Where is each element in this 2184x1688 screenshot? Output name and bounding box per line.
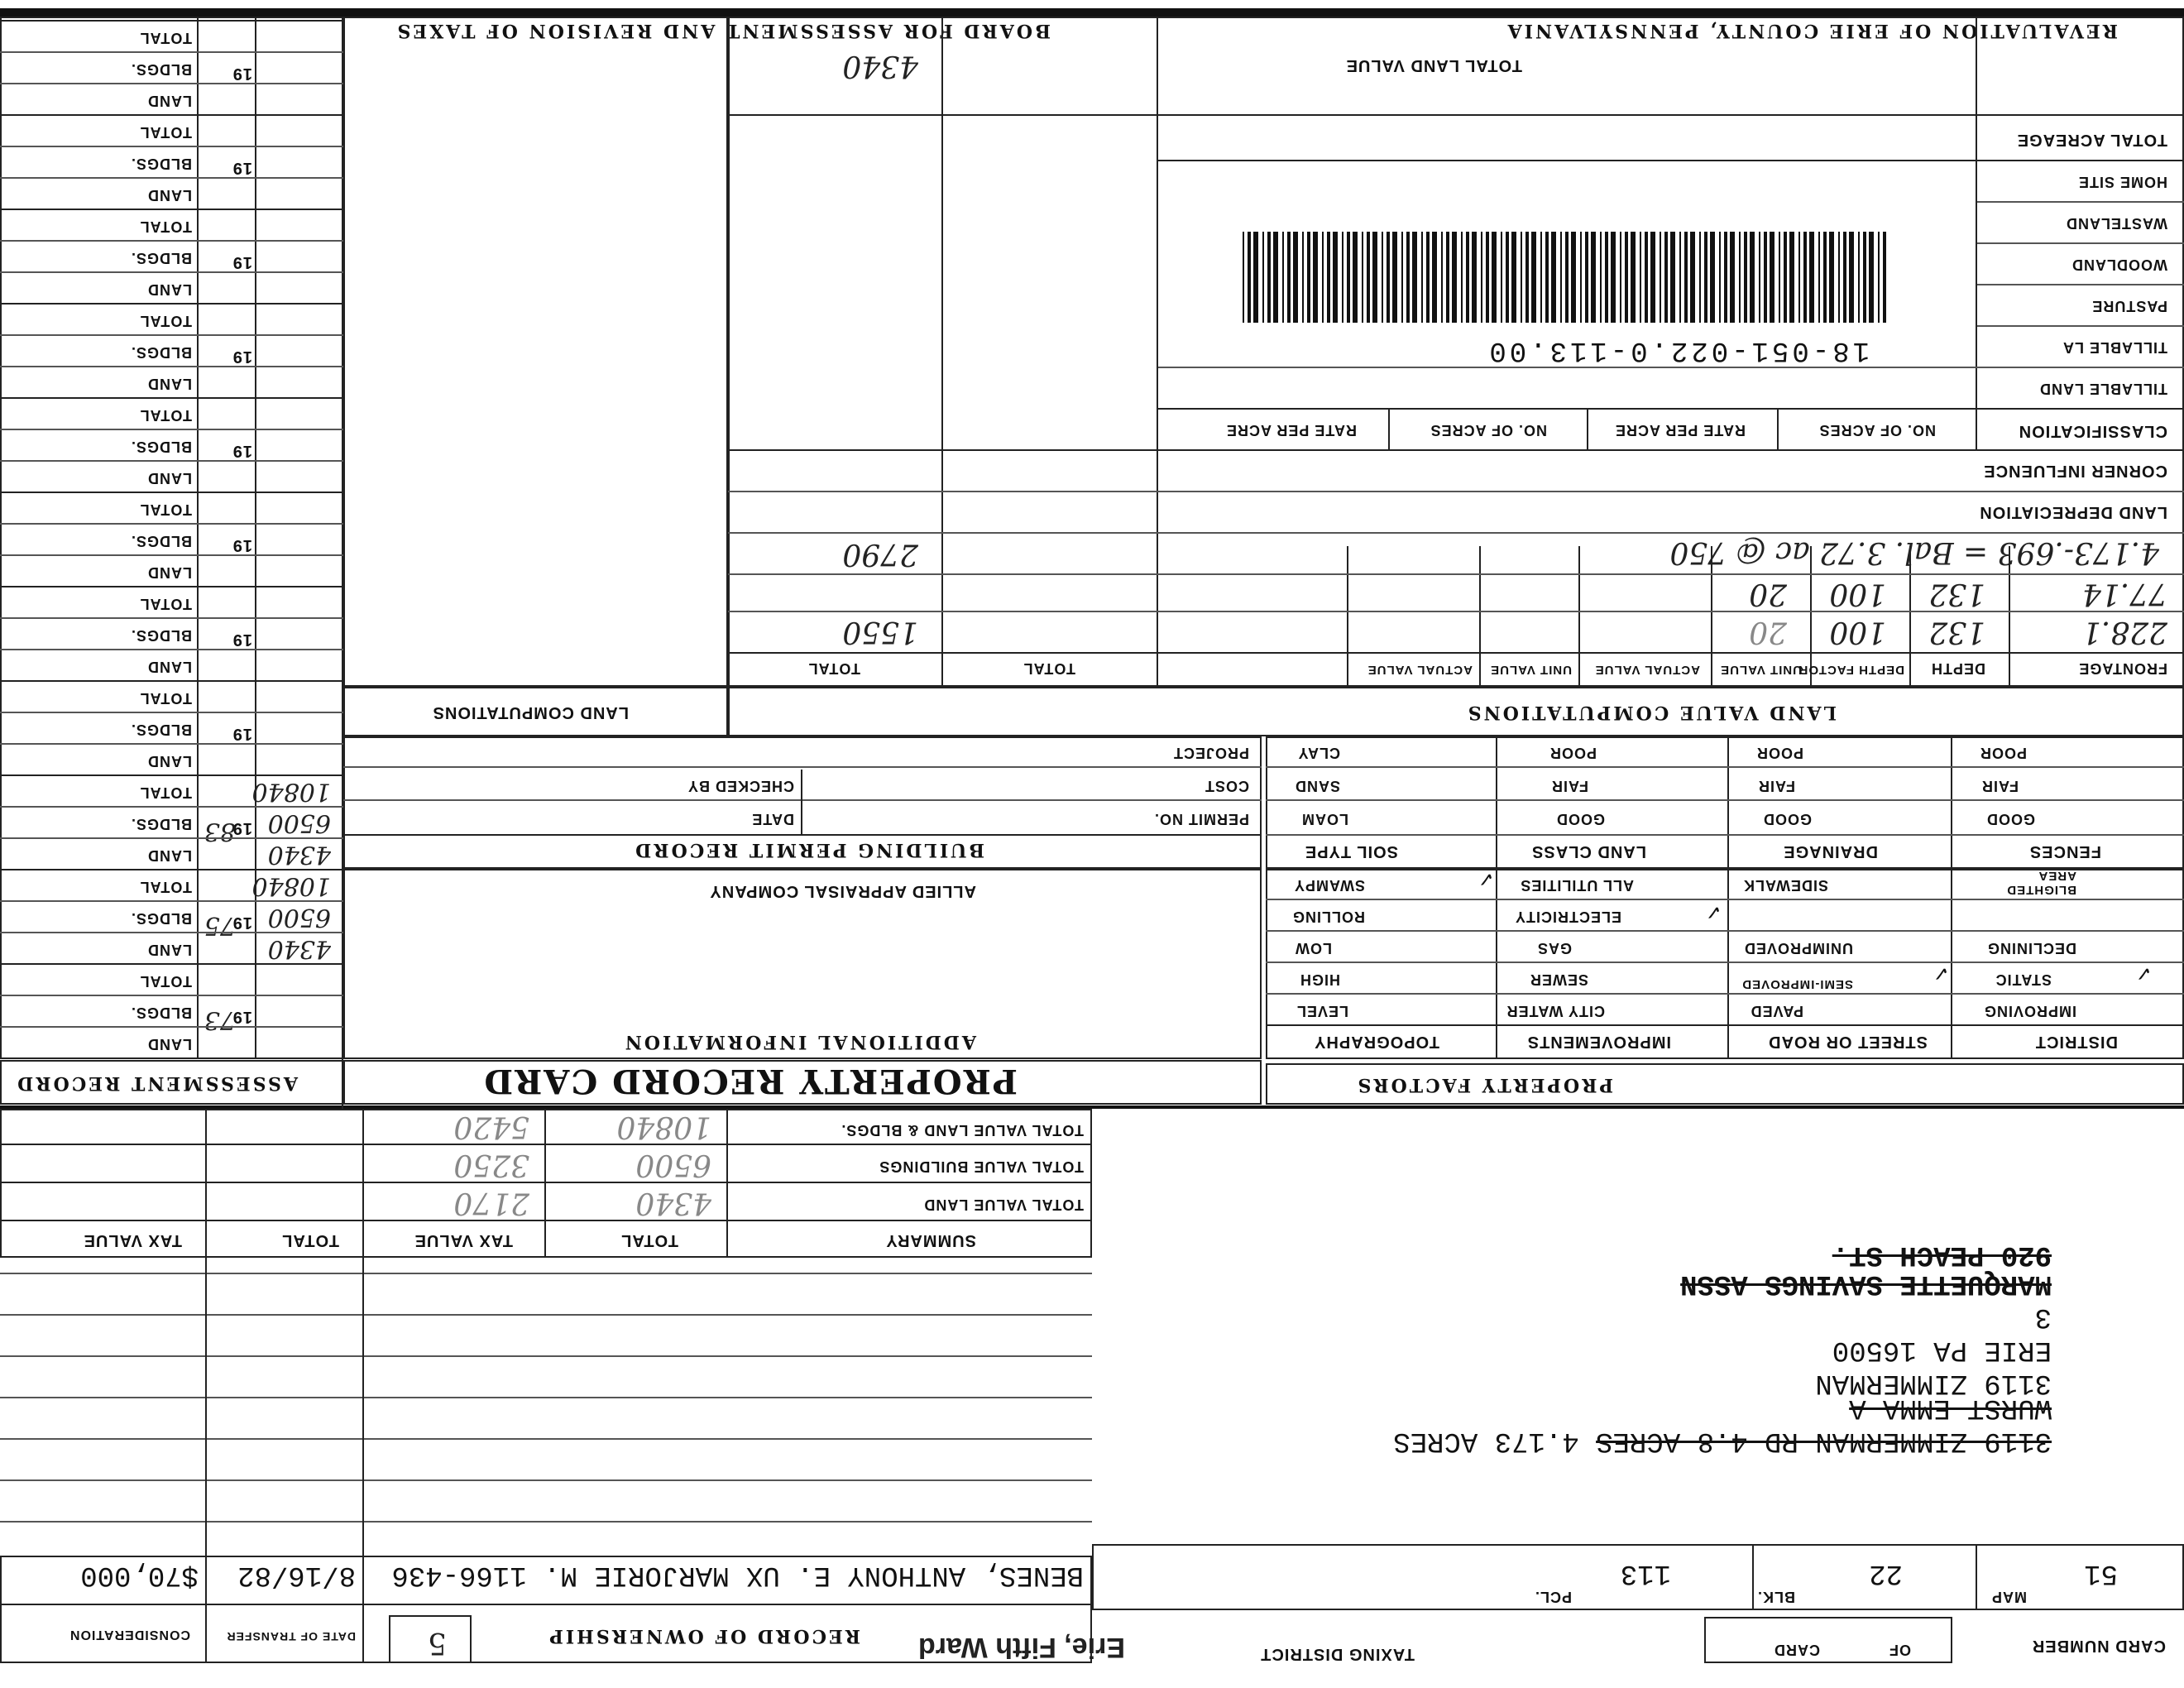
barcode-text: 18-051-022.0-113.00 [1486,334,1870,366]
class-woodland: WOODLAND [2071,257,2167,273]
district-blighted: BLIGHTED AREA [2006,869,2076,897]
col-frontage: FRONTAGE [2078,660,2167,677]
assessment-value: 10840 [251,871,331,900]
of-label: OF [1889,1642,1911,1658]
pcl-label: PCL. [1534,1589,1572,1605]
assessment-row-label: TOTAL [139,973,192,990]
class-home-site: HOME SITE [2077,174,2167,190]
col-actual-value: ACTUAL VALUE [1594,663,1700,677]
checked-by-label: CHECKED BY [687,778,794,794]
street-label: STREET OR ROAD [1768,1033,1928,1051]
street-unimproved: UNIMPROVED [1743,940,1853,957]
soil-loam: LOAM [1301,811,1348,827]
assessment-row-label: TOTAL [139,124,192,141]
summary-title: SUMMARY [885,1231,976,1249]
district-label: DISTRICT [2034,1033,2118,1051]
assessment-row-label: BLDGS. [130,61,192,78]
class-pasture: PASTURE [2091,298,2167,314]
owner-line-1: 3119 ZIMMERMAN [1815,1367,2052,1398]
assessment-row-label: LAND [147,847,192,864]
barcode [1241,232,1886,323]
grade-poor: POOR [1979,745,2027,761]
row1-frontage: 228.1 [2081,615,2167,649]
acreage-note: 4.173-.693 = Bal. 3.72 ac @ 750 [1669,535,2159,569]
row1-depth: 132 [1928,615,1985,649]
year-prefix: 19 [232,348,252,366]
assessment-row-label: TOTAL [139,784,192,801]
summary-row-label: TOTAL VALUE LAND [923,1196,1084,1213]
col-unit-value: UNIT VALUE [1720,663,1802,677]
grade-fair: FAIR [1757,778,1795,794]
assessment-row-label: LAND [147,376,192,392]
topo-rolling: ROLLING [1292,909,1365,925]
utilities-check: ✓ [1479,865,1493,890]
summary-tax-label: TAX VALUE [414,1231,513,1249]
row1-total: 1550 [842,615,918,649]
grade-poor: POOR [1755,745,1803,761]
year-prefix: 19 [232,631,252,649]
assessment-value: 4340 [267,840,331,869]
assessment-row-label: BLDGS. [130,250,192,266]
summary-row-total: 6500 [635,1148,711,1182]
col-total-2: TOTAL [807,660,860,677]
card-number-label: CARD NUMBER [2031,1637,2166,1655]
street-sidewalk: SIDEWALK [1742,877,1828,894]
summary-row-total: 4340 [635,1186,711,1220]
row2-factor: 100 [1829,577,1886,611]
assessment-value: 4340 [267,934,331,963]
drainage-label: DRAINAGE [1783,842,1878,861]
topo-swampy: SWAMPY [1293,877,1365,894]
summary-row-tax: 3250 [453,1148,529,1182]
assessment-row-label: BLDGS. [130,627,192,644]
summary-row-label: TOTAL VALUE BUILDINGS [879,1158,1084,1175]
blk-label: BLK. [1757,1589,1795,1605]
project-label: PROJECT [1172,745,1249,761]
assessment-row-label: LAND [147,942,192,958]
class-total-acreage: TOTAL ACREAGE [2016,131,2167,149]
topography-label: TOPOGRAPHY [1314,1033,1439,1051]
year-prefix: 19 [232,725,252,743]
old-owner: WURST EMMA A [1849,1392,2052,1423]
revaluation-title: REVALUATION OF ERIE COUNTY, PENNSYLVANIA [1505,20,2118,41]
assessment-value: 10840 [251,777,331,806]
assessment-row-label: BLDGS. [130,1005,192,1021]
card-label: CARD [1774,1642,1820,1658]
assessment-row-label: LAND [147,753,192,770]
grade-good: GOOD [1985,811,2035,827]
assessment-row-label: LAND [147,281,192,298]
assessment-row-label: BLDGS. [130,722,192,738]
assessment-row-label: TOTAL [139,407,192,424]
date-of-transfer-label: DATE OF TRANSFER [226,1630,356,1643]
row1-factor: 100 [1829,615,1886,649]
year-prefix: 19 [232,819,252,837]
assessment-row-label: LAND [147,187,192,204]
impr-water: CITY WATER [1506,1003,1605,1019]
impr-gas: GAS [1536,940,1572,957]
district-improving: IMPROVING [1983,1003,2076,1019]
row2-depth: 132 [1928,577,1985,611]
taxing-district-label: TAXING DISTRICT [1260,1645,1415,1663]
impr-sewer: SEWER [1529,971,1588,988]
assessment-row-label: BLDGS. [130,910,192,927]
street-paved: PAVED [1750,1003,1803,1019]
semi-improved-check: ✓ [1934,959,1948,985]
col-depth: DEPTH [1930,660,1985,677]
owner-line-2: ERIE PA 16500 [1832,1334,2052,1365]
land-value-title: LAND VALUE COMPUTATIONS [1465,702,1837,723]
acres-col-2: NO. OF ACRES [1430,422,1547,439]
class-tillable: TILLABLE LAND [2039,381,2167,397]
fences-label: FENCES [2028,842,2101,861]
col-depth-factor: DEPTH FACTOR [1798,663,1904,677]
grade-good: GOOD [1555,811,1605,827]
assessment-value: 6500 [267,903,331,932]
soil-type-label: SOIL TYPE [1304,842,1398,861]
rate-col-2: RATE PER ACRE [1225,422,1357,439]
pcl-value: 113 [1620,1557,1671,1589]
number-mark: 3 [2034,1301,2052,1332]
assessment-record-title: ASSESSMENT RECORD [15,1072,298,1094]
assessment-row-label: TOTAL [139,501,192,518]
static-check: ✓ [2137,959,2151,985]
rate-col: RATE PER ACRE [1614,422,1746,439]
property-address: 3119 ZIMMERMAN RD 4.8 ACRES 4.173 ACRES [1393,1425,2052,1456]
year-prefix: 19 [232,442,252,460]
row2-frontage: 77.14 [2081,577,2167,611]
summary-row-tax: 5420 [453,1110,529,1144]
year-prefix: 19 [232,914,252,932]
additional-title: ADDITIONAL INFORMATION [622,1031,976,1053]
assessment-row-label: TOTAL [139,690,192,707]
assessment-year: 83 [204,817,236,846]
row2-total: 2790 [842,537,918,571]
assessment-row-label: TOTAL [139,879,192,895]
district-static: STATIC [1995,971,2052,988]
land-depreciation-label: LAND DEPRECIATION [1979,503,2167,521]
impr-utilities: ALL UTILITIES [1520,877,1634,894]
summary-row-label: TOTAL VALUE LAND & BLDGS. [841,1122,1084,1139]
ownership-date: 8/16/82 [237,1559,356,1590]
electricity-check: ✓ [1707,898,1721,923]
col-total: TOTAL [1023,660,1075,677]
assessment-row-label: LAND [147,659,192,675]
year-prefix: 19 [232,536,252,554]
assessment-row-label: TOTAL [139,30,192,46]
grade-fair: FAIR [1550,778,1588,794]
assessment-row-label: BLDGS. [130,816,192,832]
property-factors-grid [1266,869,2184,1059]
soil-sand: SAND [1294,778,1340,794]
assessment-row-label: TOTAL [139,313,192,329]
acres-col: NO. OF ACRES [1818,422,1936,439]
card-of-box [1704,1617,1952,1663]
soil-clay: CLAY [1297,745,1340,761]
map-label: MAP [1991,1589,2027,1605]
year-prefix: 19 [232,253,252,271]
summary-row-tax: 2170 [453,1186,529,1220]
summary-row-total: 10840 [616,1110,711,1144]
assessment-row-label: BLDGS. [130,439,192,455]
district-box-value: 5 [428,1626,447,1660]
assessment-row-label: TOTAL [139,596,192,612]
year-prefix: 19 [232,1008,252,1026]
year-prefix: 19 [232,65,252,83]
row2-unit: 20 [1749,577,1787,611]
assessment-row-label: BLDGS. [130,533,192,549]
ownership-name: BENES, ANTHONY E. UX MARJORIE M. 1166-436 [391,1559,1084,1590]
permit-cost-label: COST [1204,778,1249,794]
land-computations-box [343,17,728,687]
summary-tax-label-2: TAX VALUE [83,1231,182,1249]
ownership-title: RECORD OF OWNERSHIP [547,1625,860,1647]
assessment-row-label: LAND [147,1036,192,1053]
assessment-row-label: TOTAL [139,218,192,235]
total-land-value-label: TOTAL LAND VALUE [1345,56,1522,74]
assessment-row-label: BLDGS. [130,156,192,172]
topo-low: LOW [1295,940,1332,957]
district-declining: DECLINING [1987,940,2076,957]
class-wasteland: WASTELAND [2066,215,2167,232]
consideration-label: CONSIDERATION [69,1628,190,1642]
property-record-card-title: PROPERTY RECORD CARD [482,1062,1018,1101]
impr-electricity: ELECTRICITY [1514,909,1621,925]
assessment-row-label: LAND [147,470,192,487]
col-actual-value-2: ACTUAL VALUE [1367,663,1473,677]
total-land-value: 4340 [842,49,918,83]
grade-poor: POOR [1549,745,1597,761]
col-unit-value-2: UNIT VALUE [1490,663,1572,677]
improvements-label: IMPROVEMENTS [1526,1033,1671,1051]
old-mortgagee-address: 920 PEACH ST. [1832,1239,2052,1270]
appraisal-company: ALLIED APPRAISAL COMPANY [709,882,976,900]
street-semi: SEMI-IMPROVED [1741,977,1853,991]
corner-influence-label: CORNER INFLUENCE [1983,462,2167,480]
assessment-value: 6500 [267,808,331,837]
assessment-row-label: LAND [147,93,192,109]
permit-date-label: DATE [751,811,794,827]
board-title: BOARD FOR ASSESSMENT AND REVISION OF TAXES [395,20,1051,41]
land-class-label: LAND CLASS [1531,842,1646,861]
year-prefix: 19 [232,159,252,177]
class-tillable-la: TILLABLE LA [2062,339,2167,356]
taxing-district-value: Erie, Fifth Ward [918,1632,1125,1663]
assessment-year: 73 [204,1005,236,1034]
grade-fair: FAIR [1980,778,2019,794]
permit-title: BUILDING PERMIT RECORD [633,839,984,861]
land-value-header [728,687,2184,736]
row1-unit: 20 [1749,615,1787,649]
map-value: 51 [2084,1557,2118,1589]
top-rule [0,8,2184,17]
topo-level: LEVEL [1296,1003,1348,1019]
old-mortgagee: MARQUETTE SAVINGS ASSN [1680,1268,2052,1299]
property-factors-title: PROPERTY FACTORS [1355,1074,1613,1096]
assessment-year: 75 [204,911,236,940]
summary-total-label: TOTAL [620,1231,678,1249]
topo-high: HIGH [1300,971,1340,988]
assessment-row-label: BLDGS. [130,344,192,361]
ownership-consideration: $70,000 [80,1559,199,1590]
classification-label: CLASSIFICATION [2018,422,2167,440]
blk-value: 22 [1869,1557,1903,1589]
land-comp-label: LAND COMPUTATIONS [432,703,629,722]
assessment-row-label: LAND [147,564,192,581]
grade-good: GOOD [1762,811,1812,827]
permit-no-label: PERMIT NO. [1153,811,1249,827]
summary-total-label-2: TOTAL [281,1231,339,1249]
